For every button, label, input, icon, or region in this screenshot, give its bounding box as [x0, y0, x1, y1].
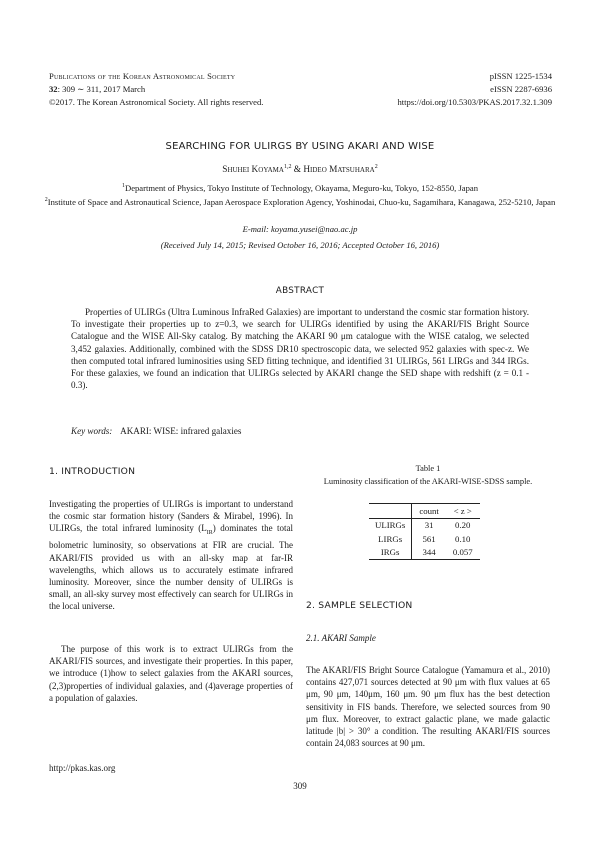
email: E-mail: koyama.yusei@nao.ac.jp: [242, 224, 358, 234]
table-cell-count: 31: [424, 520, 434, 531]
journal-header-left: [49, 70, 263, 109]
author-2-affil: 2: [374, 164, 378, 170]
table-cell-name: IRGs: [369, 546, 412, 560]
table-cell-count: 561: [422, 533, 436, 544]
affiliation-2: [40, 194, 560, 208]
volume-pages: [49, 83, 263, 96]
table-cell-name: LIRGs: [369, 532, 412, 546]
author-1: Shuhei Koyama: [222, 165, 284, 176]
eissn: eISSN 2287-6936: [490, 84, 552, 94]
akari-sample-paragraph: The AKARI/FIS Bright Source Catalogue (Yamamura et al., 2010) contains 427,071 sources detected at 90 μm with flux values at 65 μm, 90 μm, 140μm, 160 μm. 90 μm flux has the best detection sensitivity in FIS bands. Therefore, we selected sources from 90 μm flux. Moreover, to extract galactic plane, we made galactic latitude |b| > 30° a condition. The resulting AKARI/FIS sources contain 24,083 sources at 90 μm.: [306, 665, 550, 749]
table-row: [369, 518, 480, 532]
abstract-heading: ABSTRACT: [275, 286, 325, 296]
author-1-affil: 1,2: [283, 164, 292, 170]
pages-date: : 309 ∼ 311, 2017 March: [57, 84, 146, 94]
table-label: Table 1: [415, 464, 441, 473]
affiliations: [40, 180, 560, 209]
table-header-count: count: [412, 504, 446, 519]
paper-title: SEARCHING FOR ULIRGS BY USING AKARI AND WISE: [165, 141, 435, 152]
intro-p1-b: ) dominates the total bolometric luminosity, so observations at FIR are crucial. The AKARI/FIS provided us with an all-sky map at far-IR wavelengths, which allows us to accurately estimate infrared luminosity. Moreover, since the number density of ULIRGs is small, an all-sky survey most effectively can search for ULIRGs in the local universe.: [49, 523, 293, 612]
table-cell-name: ULIRGs: [369, 518, 412, 532]
affiliation-1-text: Department of Physics, Tokyo Institute of Technology, Okayama, Meguro-ku, Tokyo, 152-8550, Japan: [124, 182, 479, 193]
intro-paragraph-2: The purpose of this work is to extract ULIRGs from the AKARI/FIS sources, and investigate their properties. In this paper, we introduce (1)how to select galaxies from the AKARI sources, (2,3)properties of individual galaxies, and (4)average properties of a population of galaxies.: [49, 644, 293, 703]
luminosity-table: [369, 503, 480, 560]
received-dates: (Received July 14, 2015; Revised October 16, 2016; Accepted October 16, 2016): [160, 240, 440, 250]
author-2: Hideo Matsuhara: [303, 165, 375, 176]
table-cell-z: 0.10: [455, 533, 471, 544]
volume-number: 32: [49, 84, 58, 94]
journal-header-right: [397, 70, 552, 109]
table-cell-z: 0.20: [455, 520, 471, 531]
keywords-list: AKARI: WISE: infrared galaxies: [120, 426, 242, 436]
table-header-z: < z >: [446, 504, 480, 519]
table-header-blank: [369, 504, 412, 519]
journal-name: Publications of the Korean Astronomical Society: [49, 71, 236, 81]
keywords: [71, 426, 529, 436]
intro-heading: 1. INTRODUCTION: [49, 466, 136, 477]
affiliation-2-text: Institute of Space and Astronautical Science, Japan Aerospace Exploration Agency, Yoshinodai, Chuo-ku, Sagamihara, Kanagawa, 252-5210, Japan: [47, 197, 556, 208]
page-number: 309: [293, 781, 307, 791]
affiliation-1: [40, 180, 560, 194]
affiliation-2-num: 2: [44, 197, 48, 204]
author-line: [0, 164, 600, 175]
intro-p1-a: Investigating the properties of ULIRGs is important to understand the cosmic star formation history (Sanders & Mirabel, 1996). In ULIRGs, the total infrared luminosity (L: [49, 499, 293, 534]
footer-url[interactable]: http://pkas.kas.org: [49, 763, 116, 773]
doi-link[interactable]: https://doi.org/10.5303/PKAS.2017.32.1.309: [397, 97, 552, 107]
author-and: &: [293, 165, 301, 176]
table-row: [369, 546, 480, 560]
abstract-text: Properties of ULIRGs (Ultra Luminous InfraRed Galaxies) are important to understand the cosmic star formation history. To investigate their properties up to z=0.3, we search for ULIRGs identified by using the AKARI/FIS Bright Source Catalogue and the WISE All-Sky catalog. By matching the AKARI 90 μm catalogue with the WISE catalog, we selected 3,452 galaxies. Additionally, combined with the SDSS DR10 spectroscopic data, we selected 952 galaxies with spec-z. We then computed total infrared luminosities using SED fitting technique, and identified 31 ULIRGs, 561 LIRGs and 344 IRGs. For these galaxies, we found an indication that ULIRGs selected by AKARI change the SED shape with redshift (z = 0.1 - 0.3).: [71, 307, 529, 391]
akari-sample-subheading: 2.1. AKARI Sample: [306, 633, 376, 643]
table-cell-z: 0.057: [446, 546, 480, 560]
table-header-row: [369, 504, 480, 519]
affiliation-1-num: 1: [121, 183, 125, 189]
intro-p1-sub: IR: [206, 530, 213, 537]
intro-paragraph-1: [49, 498, 293, 613]
table-cell-count: 344: [412, 546, 446, 560]
table-row: [369, 532, 480, 546]
keywords-label: Key words:: [71, 426, 113, 436]
abstract-body: [71, 306, 529, 391]
pissn: pISSN 1225-1534: [489, 71, 552, 81]
copyright: ©2017. The Korean Astronomical Society. All rights reserved.: [49, 97, 264, 107]
table-caption: Luminosity classification of the AKARI-WISE-SDSS sample.: [323, 477, 533, 486]
selection-heading: 2. SAMPLE SELECTION: [306, 600, 413, 611]
